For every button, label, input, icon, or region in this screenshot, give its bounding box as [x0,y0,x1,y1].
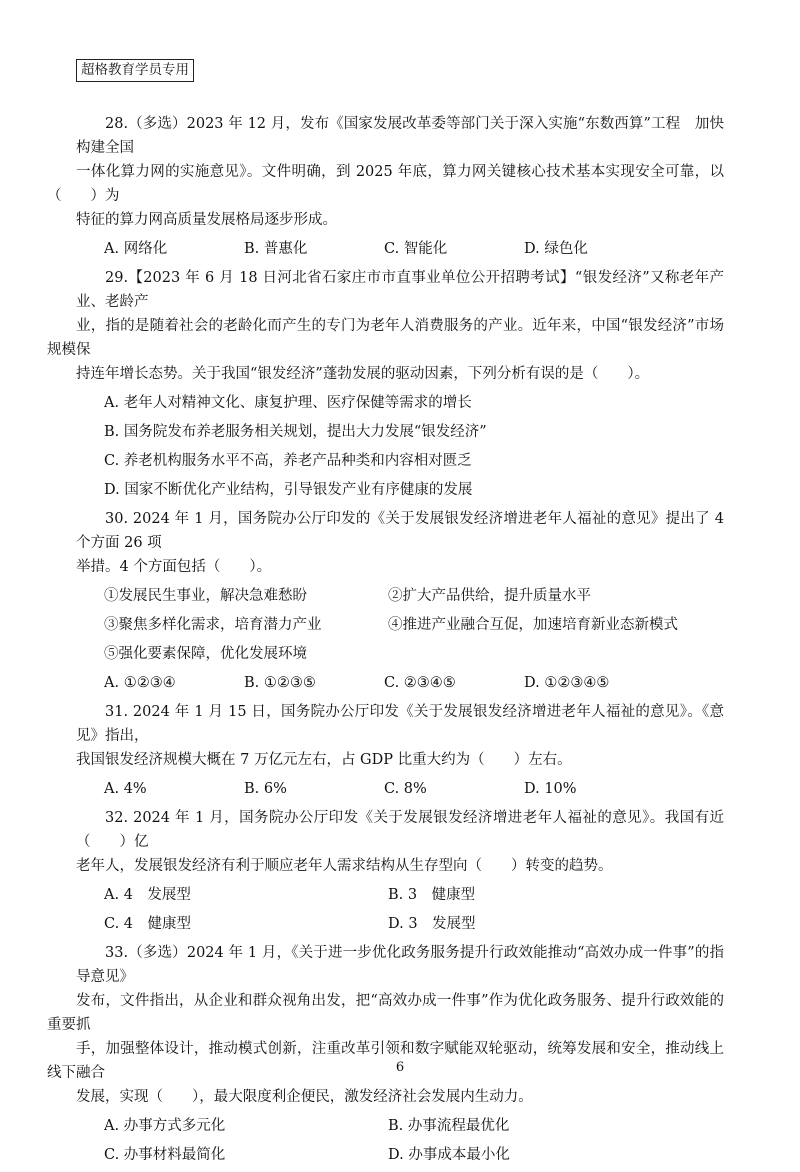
option-a[interactable]: A. 老年人对精神文化、康复护理、医疗保健等需求的增长 [104,395,472,411]
items-row-1 [104,584,724,608]
option-d[interactable]: D. 国家不断优化产业结构，引导银发产业有序健康的发展 [104,482,473,498]
question-30 [76,507,724,579]
options-33-row-2 [104,1143,724,1167]
options-32-row-1 [104,883,724,907]
items-row-2 [104,613,724,637]
question-31 [76,700,724,772]
item-4: ④推进产业融合互促，加速培育新业态新模式 [388,617,678,633]
option-c[interactable]: C. 8% [384,781,427,797]
question-text: 28.（多选）2023 年 12 月，发布《国家发展改革委等部门关于深入实施“东数西算”工程 加快构建全国 [76,116,724,156]
option-a[interactable]: A. 网络化 [104,241,168,257]
option-c[interactable]: C. 4 健康型 [104,916,192,932]
option-c[interactable]: C. 办事材料最简化 [104,1147,226,1163]
question-list [47,112,724,1172]
option-b[interactable]: B. 普惠化 [244,241,308,257]
options-28 [104,237,724,261]
options-33-row-1 [104,1114,724,1138]
question-33 [47,941,724,1109]
option-d[interactable]: D. 3 发展型 [388,916,476,932]
option-c[interactable]: C. 智能化 [384,241,448,257]
option-c[interactable]: C. ②③④⑤ [384,675,456,691]
question-text: 举措。4 个方面包括（ ）。 [76,559,272,575]
question-text: 业，指的是随着社会的老龄化而产生的专门为老年人消费服务的产业。近年来，中国“银发经济”市场规模保 [47,318,724,358]
option-b[interactable]: B. 办事流程最优化 [388,1118,510,1134]
option-b[interactable]: B. 6% [244,781,287,797]
question-28 [47,112,724,232]
question-text: 33.（多选）2024 年 1 月，《关于进一步优化政务服务提升行政效能推动“高效办成一件事”的指导意见》 [76,945,724,985]
options-31 [104,777,724,801]
options-32-row-2 [104,912,724,936]
option-d[interactable]: D. ①②③④⑤ [524,675,610,691]
option-d[interactable]: D. 办事成本最小化 [388,1147,510,1163]
question-29 [47,266,724,386]
question-text: 30. 2024 年 1 月，国务院办公厅印发的《关于发展银发经济增进老年人福祉的意见》提出了 4 个方面 26 项 [76,511,724,551]
option-d[interactable]: D. 10% [524,781,577,797]
question-text: 29.【2023 年 6 月 18 日河北省石家庄市市直事业单位公开招聘考试】“银发经济”又称老年产业、老龄产 [76,270,724,310]
option-a[interactable]: A. 办事方式多元化 [104,1118,226,1134]
question-text: 发布，文件指出，从企业和群众视角出发，把“高效办成一件事”作为优化政务服务、提升行政效能的重要抓 [47,993,724,1033]
question-text: 持连年增长态势。关于我国“银发经济”蓬勃发展的驱动因素，下列分析有误的是（ ）。 [76,366,650,382]
item-5: ⑤强化要素保障，优化发展环境 [104,646,307,662]
question-text: 一体化算力网的实施意见》。文件明确，到 2025 年底，算力网关键核心技术基本实现安全可靠，以（ ）为 [47,164,724,204]
item-2: ②扩大产品供给，提升质量水平 [388,588,591,604]
option-a[interactable]: A. 4% [104,781,147,797]
option-d[interactable]: D. 绿色化 [524,241,588,257]
item-1: ①发展民生事业，解决急难愁盼 [104,588,307,604]
option-a[interactable]: A. ①②③④ [104,675,176,691]
question-32 [76,806,724,878]
question-text: 手，加强整体设计，推动模式创新，注重改革引领和数字赋能双轮驱动，统筹发展和安全，推动线上线下融合 [47,1041,724,1081]
item-3: ③聚焦多样化需求，培育潜力产业 [104,617,322,633]
items-row-3 [104,642,724,666]
question-text: 发展，实现（ ），最大限度利企便民，激发经济社会发展内生动力。 [76,1089,533,1105]
option-b[interactable]: B. 国务院发布养老服务相关规划，提出大力发展“银发经济” [104,424,487,440]
question-text: 32. 2024 年 1 月，国务院办公厅印发《关于发展银发经济增进老年人福祉的意见》。我国有近（ ）亿 [76,810,724,850]
option-a[interactable]: A. 4 发展型 [104,887,191,903]
question-text: 31. 2024 年 1 月 15 日，国务院办公厅印发《关于发展银发经济增进老年人福祉的意见》。《意见》指出， [76,704,724,744]
options-30 [104,671,724,695]
question-text: 我国银发经济规模大概在 7 万亿元左右，占 GDP 比重大约为（ ）左右。 [76,752,572,768]
question-text: 老年人，发展银发经济有利于顺应老年人需求结构从生存型向（ ）转变的趋势。 [76,858,613,874]
question-text: 特征的算力网高质量发展格局逐步形成。 [76,212,337,228]
option-b[interactable]: B. ①②③⑤ [244,675,316,691]
page-number: 6 [395,1060,405,1075]
option-c[interactable]: C. 养老机构服务水平不高，养老产品种类和内容相对匮乏 [104,453,472,469]
header-label: 超格教育学员专用 [76,59,194,82]
option-b[interactable]: B. 3 健康型 [388,887,476,903]
